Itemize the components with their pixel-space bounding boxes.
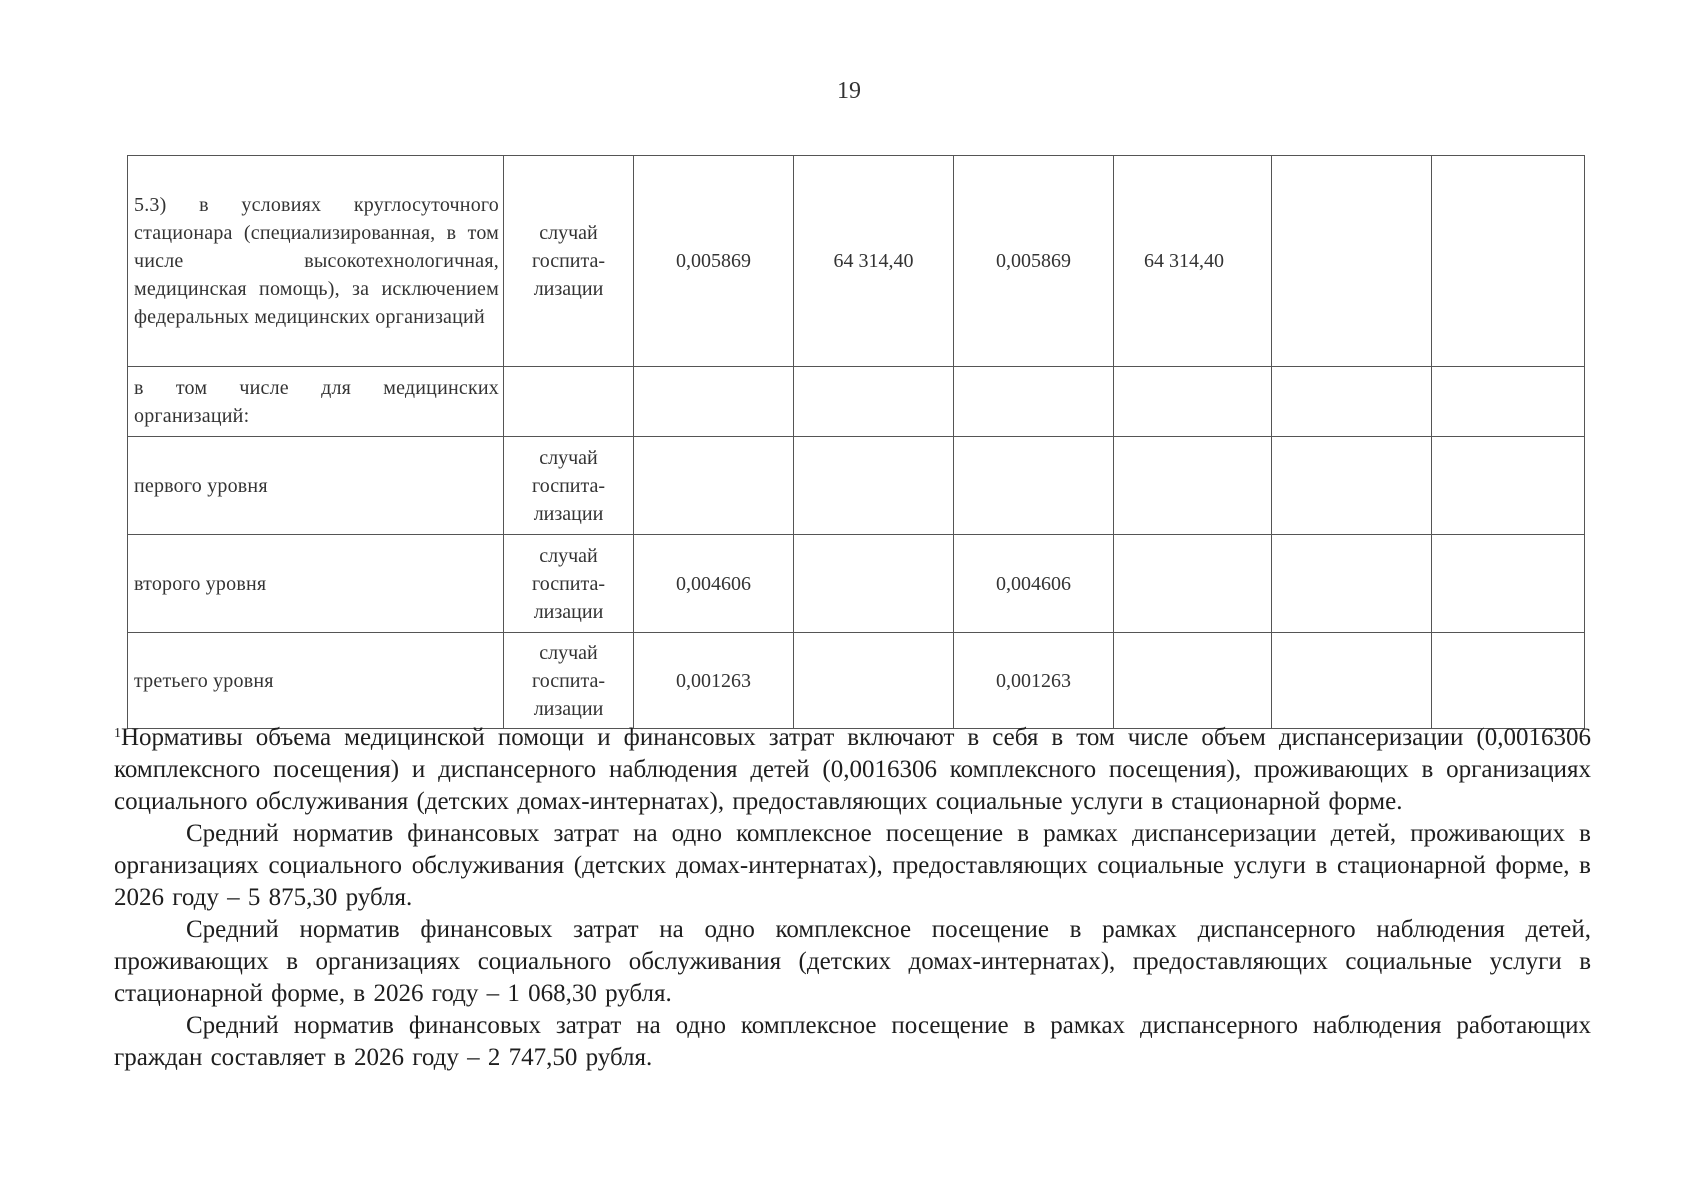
norms-table xyxy=(127,155,1585,729)
paragraph: Средний норматив финансовых затрат на одно комплексное посещение в рамках диспансеризации детей, проживающих в организациях социального обслуживания (детских домах-интернатах), предоставляющих социальные услуги в стационарной форме, в 2026 году – 5 875,30 рубля. xyxy=(114,820,1591,911)
value-cell xyxy=(1114,437,1272,535)
value-cell xyxy=(1114,535,1272,633)
notes-section xyxy=(114,722,1591,1074)
value-cell xyxy=(1272,633,1432,729)
value-cell xyxy=(794,437,954,535)
unit-cell: случай госпита- лизации xyxy=(504,437,634,535)
value-cell: 0,001263 xyxy=(634,633,794,729)
footnote-text: Нормативы объема медицинской помощи и финансовых затрат включают в себя в том числе объем диспансеризации (0,0016306 комплексного посещения) и диспансерного наблюдения детей (0,0016306 комплексного посещения), проживающих в организациях социального обслуживания (детских домах-интернатах), предоставляющих социальные услуги в стационарной форме. xyxy=(114,724,1591,815)
footnote-marker: 1 xyxy=(114,726,121,741)
value-cell xyxy=(1272,535,1432,633)
unit-cell xyxy=(504,367,634,437)
value-cell: 0,004606 xyxy=(634,535,794,633)
table-row xyxy=(128,156,1585,367)
table-row xyxy=(128,437,1585,535)
value-cell xyxy=(794,633,954,729)
value-cell xyxy=(1272,437,1432,535)
row-label: второго уровня xyxy=(128,535,504,633)
value-cell xyxy=(634,367,794,437)
value-cell xyxy=(1272,156,1432,367)
footnote xyxy=(114,722,1591,818)
unit-cell: случай госпита- лизации xyxy=(504,156,634,367)
unit-cell: случай госпита- лизации xyxy=(504,535,634,633)
value-cell xyxy=(634,437,794,535)
row-label: в том числе для медицинских организаций: xyxy=(128,367,504,437)
value-cell xyxy=(1114,633,1272,729)
value-cell xyxy=(1432,156,1585,367)
value-cell xyxy=(1432,367,1585,437)
value-cell xyxy=(1432,437,1585,535)
value-cell xyxy=(954,437,1114,535)
row-label: первого уровня xyxy=(128,437,504,535)
row-label: третьего уровня xyxy=(128,633,504,729)
value-cell: 64 314,40 xyxy=(1114,156,1272,367)
table-row xyxy=(128,367,1585,437)
value-cell xyxy=(1432,535,1585,633)
value-cell xyxy=(1432,633,1585,729)
value-cell xyxy=(1114,367,1272,437)
page-number: 19 xyxy=(837,78,861,104)
value-cell xyxy=(954,367,1114,437)
paragraph: Средний норматив финансовых затрат на одно комплексное посещение в рамках диспансерного наблюдения детей, проживающих в организациях социального обслуживания (детских домах-интернатах), предоставляющих социальные услуги в стационарной форме, в 2026 году – 1 068,30 рубля. xyxy=(114,916,1591,1007)
value-cell: 0,001263 xyxy=(954,633,1114,729)
row-label: 5.3) в условиях круглосуточного стационара (специализированная, в том числе высокотехнологичная, медицинская помощь), за исключением федеральных медицинских организаций xyxy=(128,156,504,367)
value-cell: 0,004606 xyxy=(954,535,1114,633)
table-row xyxy=(128,535,1585,633)
unit-cell: случай госпита- лизации xyxy=(504,633,634,729)
value-cell xyxy=(794,535,954,633)
value-cell: 64 314,40 xyxy=(794,156,954,367)
table-row xyxy=(128,633,1585,729)
value-cell: 0,005869 xyxy=(634,156,794,367)
value-cell xyxy=(1272,367,1432,437)
value-cell xyxy=(794,367,954,437)
paragraph: Средний норматив финансовых затрат на одно комплексное посещение в рамках диспансерного наблюдения работающих граждан составляет в 2026 году – 2 747,50 рубля. xyxy=(114,1012,1591,1071)
value-cell: 0,005869 xyxy=(954,156,1114,367)
